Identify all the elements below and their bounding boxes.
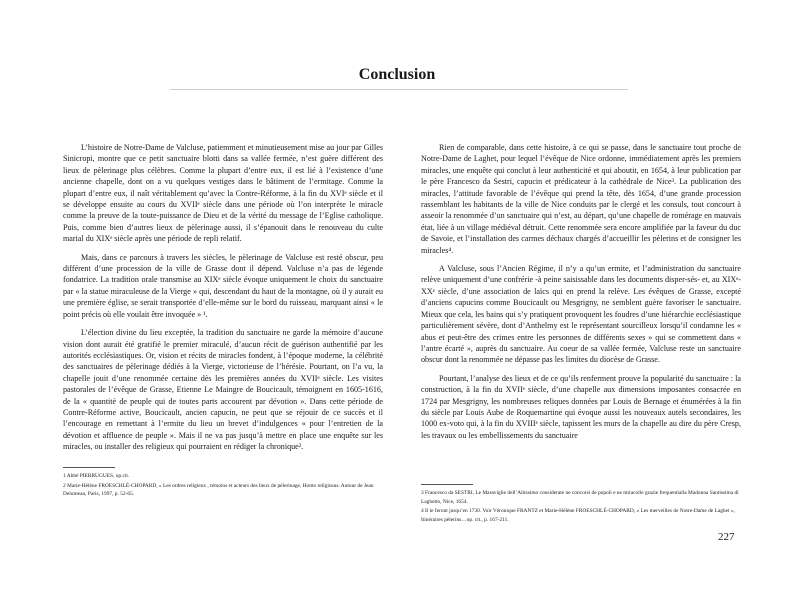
footnote: 3 Francesco da SESTRI, Le Maraviglie dell’Altissimo considerate ne concorsi de popoli e ne miracolle grazie frequentialla Madonna Santissima di Laghetto, Nice, 1654. — [421, 490, 739, 505]
footnote-rule — [63, 467, 115, 468]
footnote: 1 Abbé PIERRUGUES, op.cit. — [63, 473, 130, 479]
paragraph: A Valcluse, sous l’Ancien Régime, il n’y a qu’un ermite, et l’administration du sanctuaire relève uniquement d’une confrérie -à peine saisissable dans les documents disper-sés- et, au XIXᵉ-XXᵉ siècle, d’une association de laïcs qui en prend la relève. Les évêques de Grasse, excepté d’anciens capucins comme Boucicault ou Mesgrigny, ne semblent guère favoriser le sanctuaire. Mieux que cela, les bains qui s’y pratiquent provoquent les foudres d’une hiérarchie ecclésiastique particulièrement sévère, dont d’Anthelmy est le représentant sourcilleux lorsqu’il condamne les « abus et peut-être des crimes entre les personnes de différents sexes » qui se commettent dans « l’antre écarté », auprès du sanctuaire. Au coeur de sa vallée fermée, Valcluse reste un sanctuaire obscur dont la renommée ne dépasse pas les limites du diocèse de Grasse. — [421, 264, 741, 365]
paragraph: Mais, dans ce parcours à travers les siècles, le pèlerinage de Valcluse est resté obscur, peu différent d’une procession de la ville de Grasse dont il dépend. Valcluse n’a pas de légende fondatrice. La tradition orale transmise au XIXᵉ siècle évoque uniquement le choix du sanctuaire par « la statue miraculeuse de la Vierge » qui, descendant du haut de la montagne, où il y aurait eu une première église, se serait transportée d’elle-même sur le bord du ruisseau, marquant ainsi « le point précis où elle voulait être invoquée » ¹. — [63, 252, 383, 319]
page-title: Conclusion — [358, 66, 436, 83]
footnote-rule — [421, 484, 473, 485]
footnote: 4 Il le feront jusqu’en 1730. Voir Véronique FRANTZ et Marie-Hélène FROESCHLÉ-CHOPARD, « Les merveilles de Notre-Dame de Laghet », Itinéraires pèlerins…op. cit., p. 167-211. — [421, 508, 735, 523]
paragraph: Pourtant, l’analyse des lieux et de ce qu’ils renferment prouve la popularité du sanctuaire : la construction, à la fin du XVIIᵉ siècle, d’une chapelle aux dimensions imposantes consacrée en 1724 par Mesgrigny, les nombreuses reliques données par Louis de Bernage et énumérées à la fin du siècle par Louis Aube de Roquemartine qui évoque aussi les nouveaux autels secondaires, les 1000 ex-voto qui, à la fin du XVIIIᵉ siècle, tapissent les murs de la chapelle au dire du père Cresp, les travaux ou les embellissements du sanctuaire — [421, 373, 741, 440]
left-footnotes — [63, 467, 383, 500]
paragraph: L’histoire de Notre-Dame de Valcluse, patiemment et minutieusement mise au jour par Gilles Sinicropi, montre que ce petit sanctuaire blotti dans sa vallée fermée, n’est guère différent des lieux de pèlerinage plus célèbres. Comme la plupart d’entre eux, il est lié à l’existence d’une ancienne chapelle, dont on a vu quelques vestiges dans le bâtiment de l’ermitage. Comme la plupart d’entre eux, il naît véritablement qu’avec la Contre-Réforme, à la fin du XVIᵉ siècle et il se développe ensuite au cours du XVIIᵉ siècle dans une période où l’on interprète le miracle comme la preuve de la toute-puissance de Dieu et de la vérité du message de l’Eglise catholique. Puis, comme bien d’autres lieux de pèlerinage aussi, il s’épanouit dans le renouveau du culte marial du XIXᵉ siècle après une période de repli relatif. — [63, 143, 383, 244]
right-column — [421, 142, 741, 448]
left-column — [63, 142, 383, 460]
right-footnotes — [421, 484, 741, 525]
footnote: 2 Marie-Hélène FROESCHLÉ-CHOPARD, « Les ordres religieux , témoins et acteurs des lieux de pèlerinage, Homo religiosus. Autour de Jean Delumeau, Paris, 1997, p. 52-65. — [63, 482, 374, 497]
page-number: 227 — [718, 531, 735, 543]
paragraph: Rien de comparable, dans cette histoire, à ce qui se passe, dans le sanctuaire tout proche de Notre-Dame de Laghet, pour lequel l’évêque de Nice ordonne, immédiatement après les premiers miracles, une enquête qui conclut à leur authenticité et qui aboutit, en 1654, à leur publication par le père Francesco da Sestri, capucin et prédicateur à la cathédrale de Nice³. La publication des miracles, l’attitude favorable de l’évêque qui prend la tête, dès 1654, d’une grande procession rassemblant les habitants de la ville de Nice conduits par le clergé et les consuls, tout concourt à asseoir la renommée d’un sanctuaire qui n’est, au départ, qu’une chapelle de romérage en mauvais état, liée à un village médiéval détruit. Cette renommée sera encore amplifiée par la faveur du duc de Savoie, et l’installation des carmes déchaux chargés d’accueillir les pèlerins et de consigner les miracles⁴. — [421, 143, 741, 255]
title-rule — [170, 89, 628, 90]
paragraph: L’élection divine du lieu exceptée, la tradition du sanctuaire ne garde la mémoire d’aucune vision dont aurait été gratifié le premier miraculé, d’aucun récit de guérison authentifié par les autorités ecclésiastiques. Or, vision et récits de miracles fondent, à l’époque moderne, la célébrité des sanctuaires de pèlerinage dédiés à la Vierge, victorieuse de l’hérésie. Pourtant, on l’a vu, la chapelle jouit d’une renommée certaine dès les premières années du XVIIᵉ siècle. Les visites pastorales de l’évêque de Grasse, Etienne Le Maingre de Boucicault, témoignent en 1605-1616, de la « quantité de peuple qui de toutes parts accourent par dévotion ». Dans cette période de Contre-Réforme active, Boucicault, ancien capucin, ne peut que se réjouir de ce succès et il l’encourage en remettant à l’ermite du lieu un brevet d’indulgences « pour l’entretien de la dévotion et affluence de peuple ». Mais il ne va pas jusqu’à mettre en place une enquête sur les miracles, ou installer des religieux qui pourraient en rédiger la chronique². — [63, 328, 383, 452]
